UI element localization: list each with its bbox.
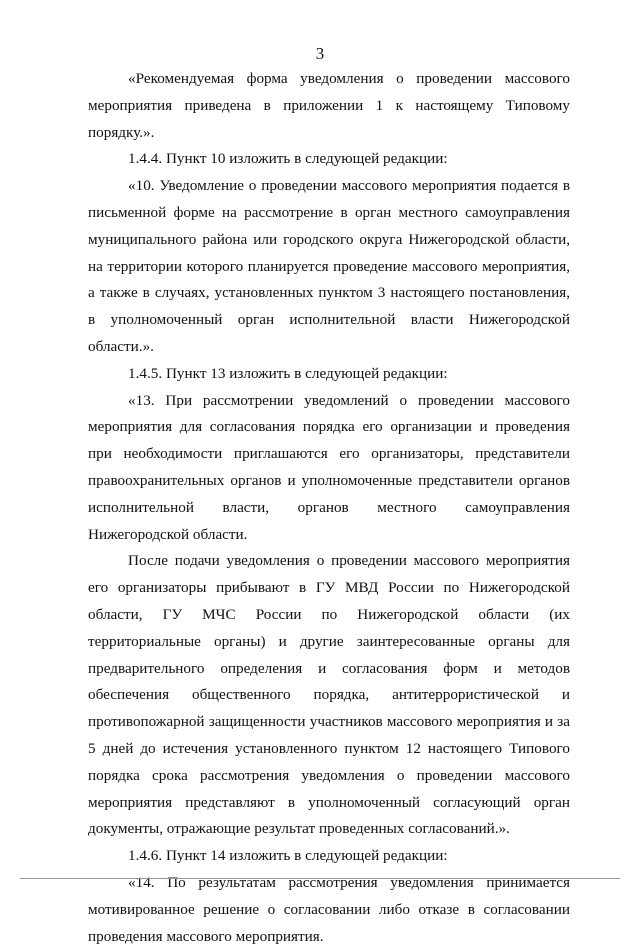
paragraph-clause-14: «14. По результатам рассмотрения уведомления принимается мотивированное решение о согласовании либо отказе в согласовании проведения массового мероприятия. bbox=[88, 873, 570, 945]
paragraph-clause-10: «10. Уведомление о проведении массового мероприятия подается в письменной форме на рассмотрение в орган местного самоуправления муниципального района или городского округа Нижегородской области, на территории которого планируется проведение массового мероприятия, а также в случаях, установленных пунктом 3 настоящего постановления, в уполномоченный орган исполнительной власти Нижегородской области.». bbox=[88, 177, 570, 355]
paragraph-clause-13: «13. При рассмотрении уведомлений о проведении массового мероприятия для согласования порядка его организации и проведения при необходимости приглашаются его организаторы, представители правоохранительных органов и уполномоченные представители органов исполнительной власти, органов местного самоуправления Нижегородской области. bbox=[88, 391, 570, 543]
page-number: 3 bbox=[315, 44, 325, 63]
paragraph-item-1-4-4: 1.4.4. Пункт 10 изложить в следующей редакции: bbox=[128, 150, 448, 168]
document-body bbox=[88, 66, 570, 950]
paragraph-clause-13-continued: После подачи уведомления о проведении массового мероприятия его организаторы прибывают в ГУ МВД России по Нижегородской области, ГУ МЧС России по Нижегородской области (их территориальные органы) и другие заинтересованные органы для предварительного определения и согласования форм и методов обеспечения общественного порядка, антитеррористической и противопожарной защищенности участников массового мероприятия и за 5 дней до истечения установленного пунктом 12 настоящего Типового порядка срока рассмотрения уведомления о проведении массового мероприятия представляют в уполномоченный согласующий орган документы, отражающие результат проведенных согласований.». bbox=[88, 552, 570, 838]
paragraph-item-1-4-5: 1.4.5. Пункт 13 изложить в следующей редакции: bbox=[128, 364, 448, 382]
paragraph-form-reference: «Рекомендуемая форма уведомления о проведении массового мероприятия приведена в приложении 1 к настоящему Типовому порядку.». bbox=[88, 70, 570, 141]
page-bottom-rule bbox=[20, 878, 620, 879]
paragraph-item-1-4-6: 1.4.6. Пункт 14 изложить в следующей редакции: bbox=[128, 847, 448, 865]
